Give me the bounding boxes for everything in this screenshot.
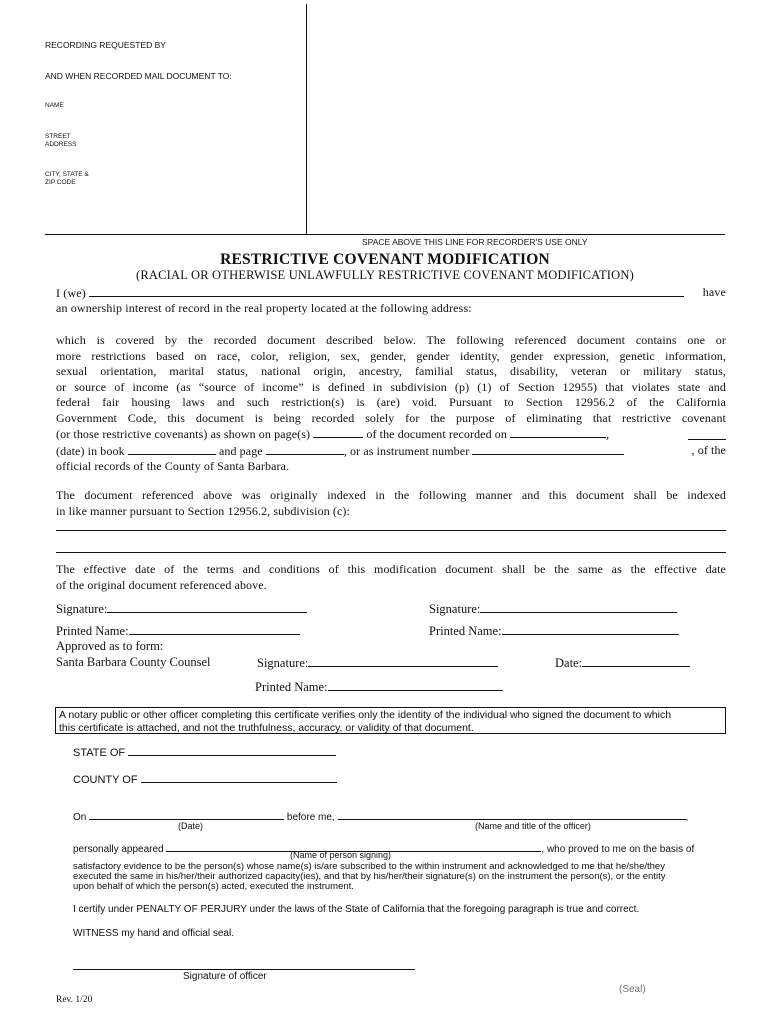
satisfactory-evidence-paragraph: satisfactory evidence to be the person(s) whose name(s) is/are subscribed to the within instrument and acknowledged to me that he/she/they executed the same in his/her/their authorized capacity(ies), and that by his/her/their signature(s) on the instrument the person(s), or the entity upon behalf of which the person(s) acted, executed the instrument.: [73, 861, 666, 892]
document-title: RESTRICTIVE COVENANT MODIFICATION: [220, 251, 550, 268]
revision-label: Rev. 1/20: [56, 995, 93, 1005]
owner-signature-1: Signature:: [56, 601, 307, 617]
witness-statement: WITNESS my hand and official seal.: [73, 928, 234, 939]
recorder-divider-horizontal: [45, 234, 725, 235]
owner-printed-name-1: Printed Name:: [56, 623, 300, 639]
street-label: STREET ADDRESS: [45, 133, 77, 148]
recording-requested-by: RECORDING REQUESTED BY: [45, 40, 166, 50]
owner-line: I (we) have: [56, 285, 726, 300]
owner-printed-name-2-field[interactable]: [502, 623, 679, 635]
signature-of-officer-caption: Signature of officer: [183, 971, 267, 982]
owner-printed-name-1-field[interactable]: [129, 623, 300, 635]
counsel-printed-name: Printed Name:: [255, 679, 503, 695]
recorder-divider-vertical: [306, 4, 307, 234]
mail-document-to: AND WHEN RECORDED MAIL DOCUMENT TO:: [45, 71, 232, 81]
county-of-field[interactable]: [141, 771, 337, 783]
recorded-date-field[interactable]: [510, 426, 606, 438]
counsel-date-field[interactable]: [582, 655, 690, 667]
counsel-signature-field[interactable]: [308, 655, 498, 667]
counsel-signature: Signature:: [257, 655, 498, 671]
counsel-printed-name-field[interactable]: [328, 679, 503, 691]
person-caption: (Name of person signing): [290, 850, 392, 860]
approved-as-to-form: Approved as to form:: [56, 639, 164, 653]
officer-signature-line[interactable]: [73, 969, 415, 970]
ownership-interest-line: an ownership interest of record in the real property located at the following address:: [56, 301, 472, 315]
book-field[interactable]: [128, 443, 216, 455]
state-of-line: STATE OF: [73, 744, 336, 759]
personally-appeared-line: personally appeared , who proved to me on the basis of: [73, 840, 713, 855]
document-subtitle: (RACIAL OR OTHERWISE UNLAWFULLY RESTRICTIVE COVENANT MODIFICATION): [136, 268, 634, 282]
county-of-line: COUNTY OF: [73, 771, 337, 786]
recorded-year-field[interactable]: [688, 428, 726, 440]
officer-caption: (Name and title of the officer): [475, 821, 591, 831]
index-manner-line-1[interactable]: [56, 530, 726, 531]
page-field[interactable]: [266, 443, 344, 455]
owner-signature-2: Signature:: [429, 601, 677, 617]
effective-date-paragraph: The effective date of the terms and conditions of this modification document shall be the same as the effective date of the original document referenced above.: [56, 562, 726, 592]
perjury-statement: I certify under PENALTY OF PERJURY under the laws of the State of California that the foregoing paragraph is true and correct.: [73, 904, 640, 915]
owner-printed-name-2: Printed Name:: [429, 623, 679, 639]
index-manner-line-2[interactable]: [56, 552, 726, 553]
state-of-field[interactable]: [128, 744, 336, 756]
pages-field[interactable]: [313, 426, 363, 438]
recorder-use-only-label: SPACE ABOVE THIS LINE FOR RECORDER'S USE ONLY: [362, 237, 588, 247]
date-caption: (Date): [178, 821, 204, 831]
instrument-number-field[interactable]: [472, 443, 624, 455]
county-counsel-label: Santa Barbara County Counsel: [56, 655, 211, 669]
name-label: NAME: [45, 102, 64, 109]
covenant-paragraph: which is covered by the recorded document described below. The following referenced document contains one or more restrictions based on race, color, religion, sex, gender, gender identity, gender expression, genetic information, sexual orientation, marital status, national origin, ancestry, familial status, disability, veteran or military status, or source of income (as “source of income” is defined in subdivision (p) (1) of Section 12955) that violates state and federal fair housing laws and such restriction(s) is (are) void. Pursuant to Section 12956.2 of the California Government Code, this document is being recorded solely for the purpose of eliminating that restrictive covenant (or those restrictive covenants) as shown on page(s) of the document recorded on , (date) in book and page , or as instrument number , of the official records of the County of Santa Barbara.: [56, 333, 726, 473]
seal-label: (Seal): [619, 984, 646, 995]
owner-signature-1-field[interactable]: [107, 601, 307, 613]
owner-signature-2-field[interactable]: [480, 601, 677, 613]
city-state-zip-label: CITY, STATE & ZIP CODE: [45, 171, 89, 186]
notary-date-field[interactable]: [89, 808, 284, 820]
notary-disclaimer-box: A notary public or other officer completing this certificate verifies only the identity of the individual who signed the document to which this certificate is attached, and not the truthfulness, accuracy, or validity of that document.: [55, 707, 726, 734]
owner-names-field[interactable]: [89, 285, 684, 297]
notary-on-line: On before me, ,: [73, 808, 693, 823]
counsel-date: Date:: [555, 655, 690, 671]
index-paragraph: The document referenced above was originally indexed in the following manner and this document shall be indexed in like manner pursuant to Section 12956.2, subdivision (c):: [56, 488, 726, 518]
officer-name-title-field[interactable]: [338, 808, 686, 820]
